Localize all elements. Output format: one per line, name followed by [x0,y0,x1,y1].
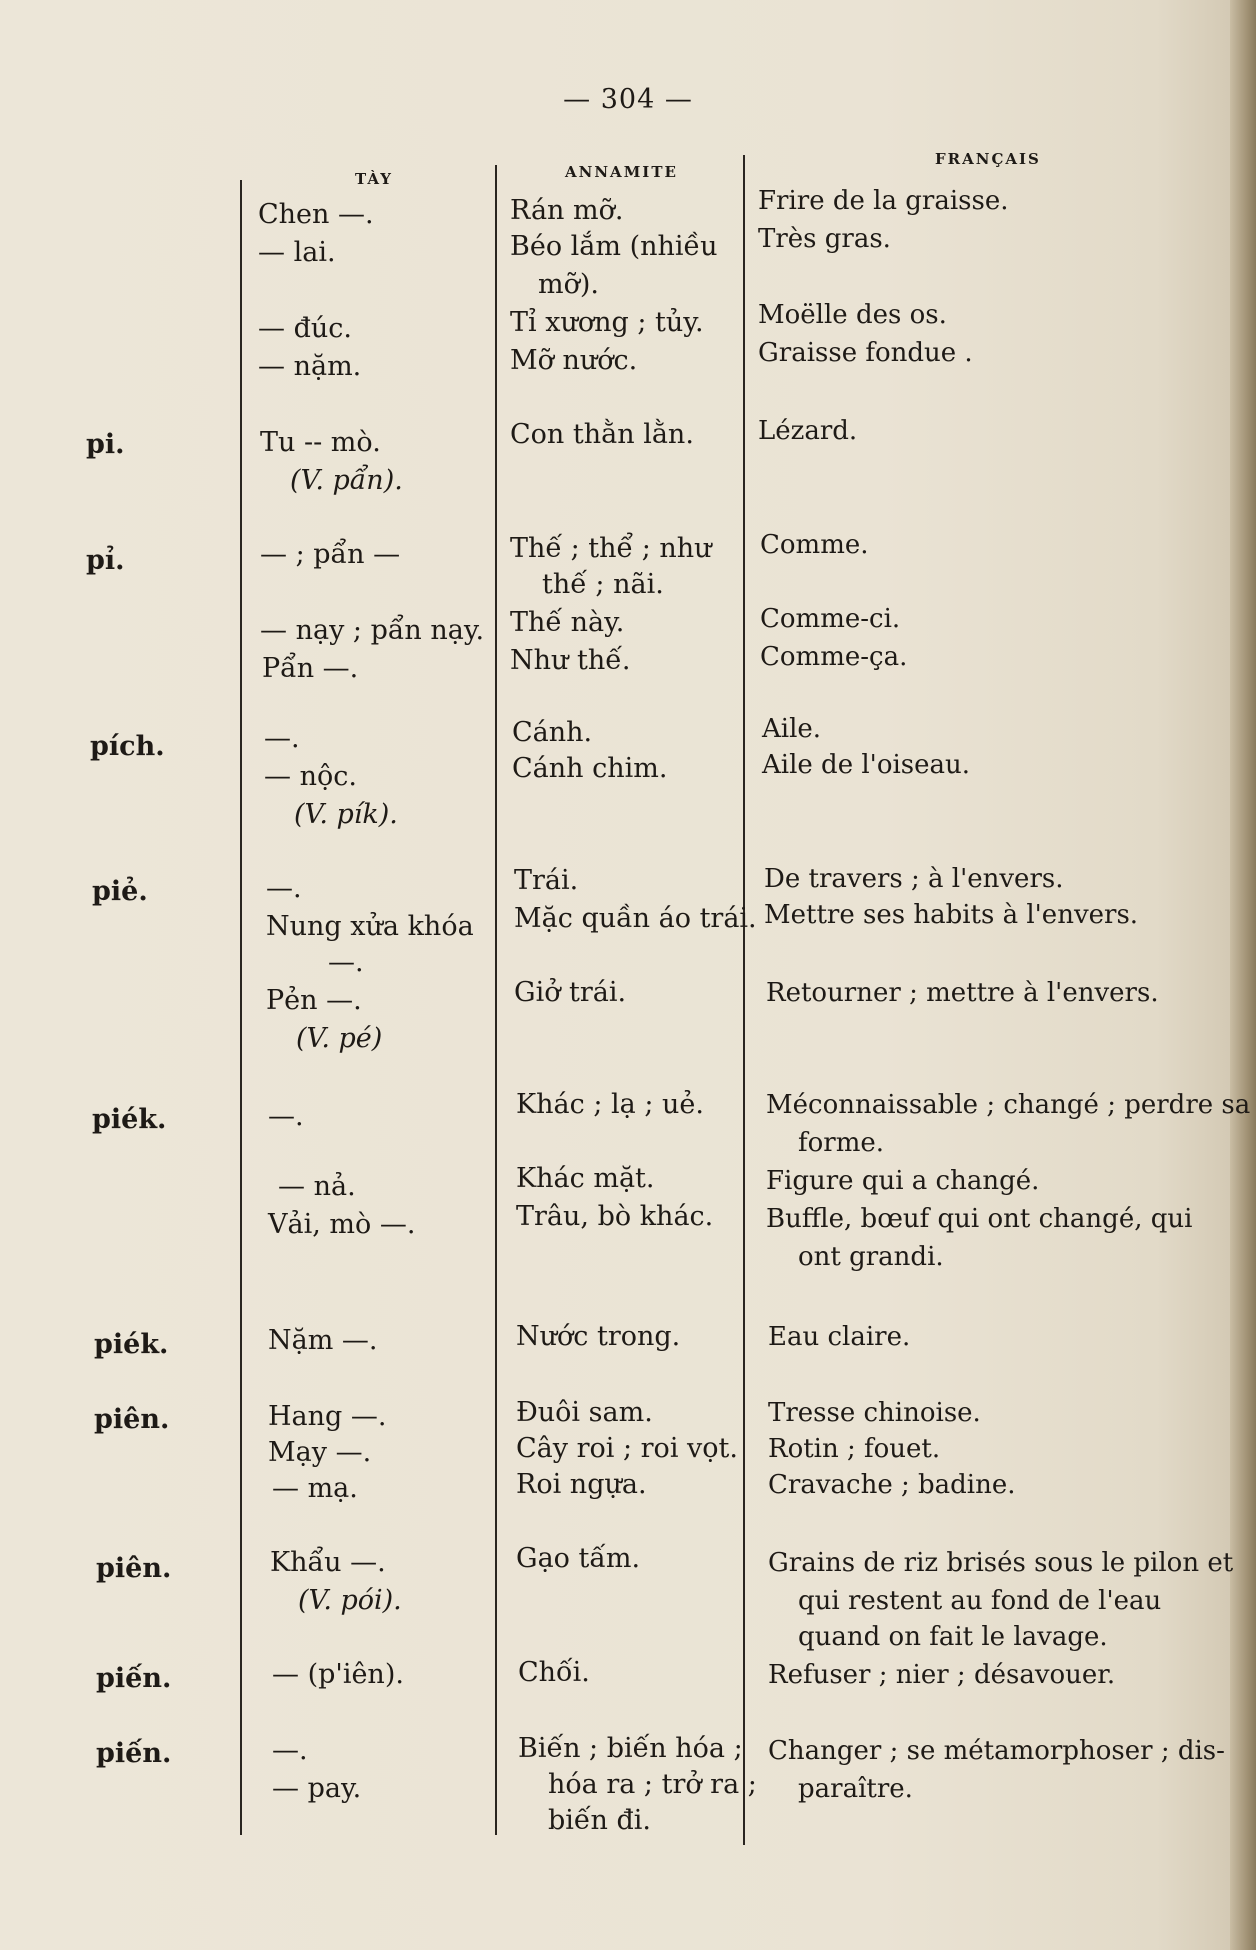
annamite-text: Đuôi sam. [516,1397,653,1428]
annamite-text: Khác ; lạ ; uẻ. [516,1089,704,1120]
tay-text: — nộc. [264,761,357,792]
annamite-text: Nước trong. [516,1321,681,1352]
tay-text: Nặm —. [268,1325,378,1356]
francais-text: Comme-ci. [760,604,901,634]
francais-text: Refuser ; nier ; désavouer. [768,1660,1116,1690]
francais-text: Rotin ; fouet. [768,1434,941,1464]
column-divider-3 [743,155,745,1845]
headword: piên. [96,1553,172,1584]
annamite-text: Mỡ nước. [510,345,638,376]
francais-text: Buffle, bœuf qui ont changé, qui [766,1204,1193,1234]
annamite-text: Gạo tấm. [516,1543,641,1574]
headword: piên. [94,1404,170,1435]
page-number: — 304 — [563,84,693,115]
tay-text: — mạ. [272,1473,358,1504]
francais-text: Cravache ; badine. [768,1470,1016,1500]
tay-text: — đúc. [258,313,352,344]
francais-text: Moëlle des os. [758,300,947,330]
tay-text: —. [328,947,364,978]
francais-text: Retourner ; mettre à l'envers. [766,978,1159,1008]
annamite-text: Trái. [514,865,579,896]
annamite-text: Biến ; biến hóa ; [518,1733,743,1764]
tay-text: (V. pói). [298,1585,402,1616]
book-binding [1230,0,1256,1950]
annamite-text: Cánh chim. [512,753,668,784]
francais-text: Aile de l'oiseau. [762,750,971,780]
francais-text: Changer ; se métamorphoser ; dis- [768,1736,1225,1766]
francais-text: ont grandi. [798,1242,944,1272]
tay-text: — pay. [272,1773,362,1804]
annamite-text: hóa ra ; trở ra ; [548,1769,757,1800]
tay-text: — nặm. [258,351,362,382]
annamite-text: Roi ngựa. [516,1469,647,1500]
francais-text: qui restent au fond de l'eau [798,1586,1162,1616]
column-header-francais: FRANÇAIS [935,150,1041,168]
tay-text: (V. pík). [294,799,398,830]
tay-text: Pẩn —. [262,653,359,684]
headword: piẻ. [92,876,148,907]
tay-text: —. [266,873,302,904]
tay-text: Tu -- mò. [260,427,381,458]
francais-text: Méconnaissable ; changé ; perdre sa [766,1090,1251,1120]
annamite-text: Cây roi ; roi vọt. [516,1433,738,1464]
annamite-text: Giở trái. [514,977,627,1008]
annamite-text: thế ; nãi. [542,569,664,600]
tay-text: Hang —. [268,1401,387,1432]
tay-text: —. [268,1101,304,1132]
tay-text: Chen —. [258,199,374,230]
francais-text: Mettre ses habits à l'envers. [764,900,1139,930]
tay-text: —. [264,723,300,754]
tay-text: (V. pẩn). [290,465,403,496]
francais-text: Graisse fondue . [758,338,973,368]
annamite-text: Béo lắm (nhiều [510,231,718,262]
tay-text: — ; pẩn — [260,539,401,570]
headword: pỉ. [86,545,125,576]
annamite-text: Chối. [518,1657,590,1688]
headword: piék. [94,1329,169,1360]
annamite-text: Thế ; thể ; như [510,533,712,564]
tay-text: — nả. [278,1171,356,1202]
francais-text: Figure qui a changé. [766,1166,1040,1196]
column-header-annamite: ANNAMITE [565,163,678,181]
annamite-text: Rán mỡ. [510,195,624,226]
tay-text: —. [272,1735,308,1766]
headword: pích. [90,731,165,762]
headword: piến. [96,1738,172,1769]
headword: piék. [92,1104,167,1135]
annamite-text: mỡ). [538,269,599,300]
annamite-text: Thế này. [510,607,625,638]
tay-text: Mạy —. [268,1437,372,1468]
francais-text: Comme-ça. [760,642,908,672]
tay-text: — (p'iên). [272,1659,404,1690]
francais-text: Comme. [760,530,869,560]
francais-text: Très gras. [758,224,891,254]
francais-text: Frire de la graisse. [758,186,1009,216]
francais-text: paraître. [798,1774,913,1804]
column-divider-1 [240,180,242,1835]
annamite-text: Trâu, bò khác. [516,1201,714,1232]
annamite-text: Con thằn lằn. [510,419,694,450]
francais-text: Lézard. [758,416,858,446]
francais-text: Eau claire. [768,1322,911,1352]
tay-text: Nung xửa khóa [266,911,474,942]
francais-text: forme. [798,1128,885,1158]
tay-text: — nạy ; pẩn nạy. [260,615,485,646]
tay-text: — lai. [258,237,336,268]
tay-text: Khẩu —. [270,1547,386,1578]
annamite-text: Tỉ xương ; tủy. [510,307,704,338]
annamite-text: Như thế. [510,645,631,676]
francais-text: Tresse chinoise. [768,1398,981,1428]
francais-text: quand on fait le lavage. [798,1622,1108,1652]
annamite-text: biến đi. [548,1805,652,1836]
headword: pi. [86,429,125,460]
tay-text: Vải, mò —. [268,1209,416,1240]
column-header-tay: TÀY [355,170,393,188]
francais-text: Grains de riz brisés sous le pilon et [768,1548,1234,1578]
tay-text: (V. pé) [296,1023,383,1054]
annamite-text: Mặc quần áo trái. [514,903,757,934]
francais-text: Aile. [762,714,822,744]
column-divider-2 [495,165,497,1835]
annamite-text: Khác mặt. [516,1163,655,1194]
annamite-text: Cánh. [512,717,593,748]
tay-text: Pẻn —. [266,985,362,1016]
francais-text: De travers ; à l'envers. [764,864,1064,894]
headword: piến. [96,1663,172,1694]
